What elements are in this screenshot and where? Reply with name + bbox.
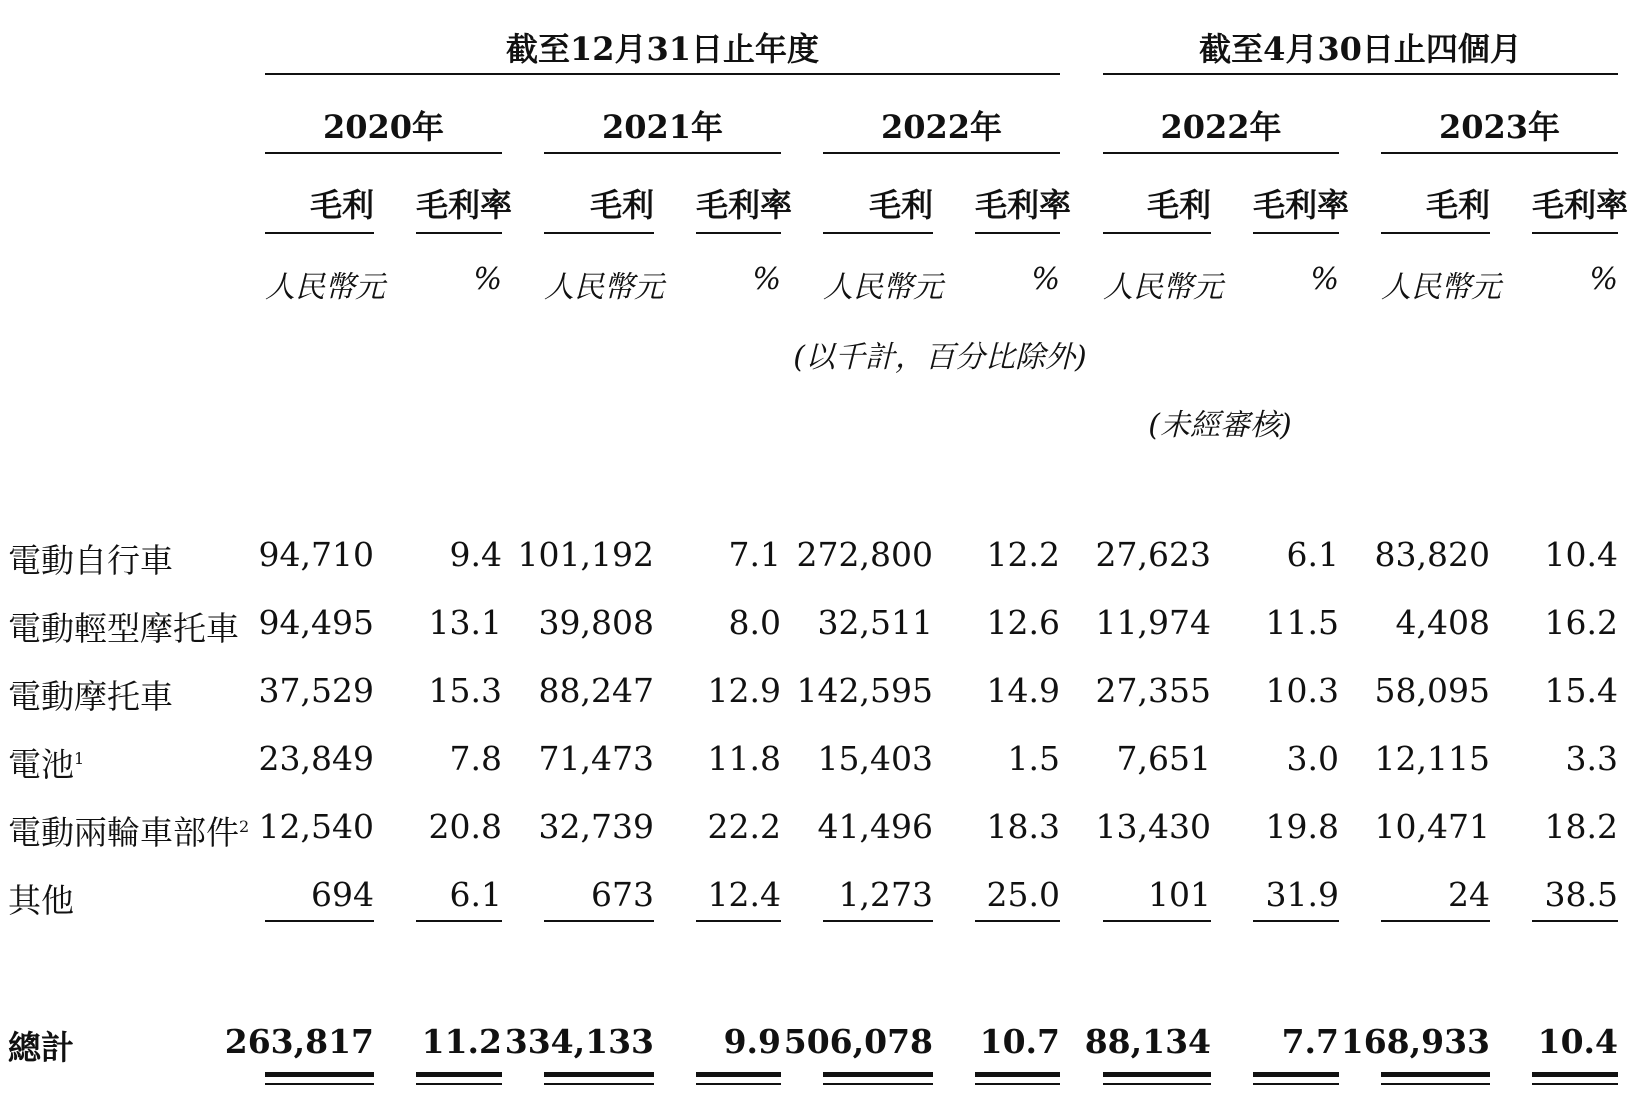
cell-gross-profit: 58,095 (1374, 671, 1490, 710)
cell-gross-margin: 14.9 (986, 671, 1060, 710)
cell-gross-margin: 11.5 (1265, 603, 1339, 642)
total-double-rule (696, 1083, 781, 1085)
subtotal-rule (975, 920, 1060, 922)
year-header-2022: 2022年 (880, 108, 1003, 146)
cell-gross-profit: 101 (1148, 875, 1211, 914)
cell-gross-profit: 142,595 (796, 671, 933, 710)
total-double-rule (1381, 1072, 1490, 1077)
cell-gross-margin: 3.0 (1286, 739, 1339, 778)
col-header-profit: 毛利 (589, 186, 654, 224)
year-header-2020: 2020年 (322, 108, 445, 146)
total-double-rule (1381, 1083, 1490, 1085)
cell-gross-margin: 12.4 (707, 875, 781, 914)
cell-gross-profit: 24 (1448, 875, 1490, 914)
cell-gross-profit: 39,808 (538, 603, 654, 642)
cell-gross-profit: 11,974 (1095, 603, 1211, 642)
col-rule-margin (1532, 232, 1618, 234)
total-gross-profit: 88,134 (1084, 1022, 1211, 1061)
footnote-marker: 2 (239, 817, 250, 836)
cell-gross-profit: 272,800 (796, 535, 933, 574)
cell-gross-profit: 41,496 (817, 807, 933, 846)
total-double-rule (265, 1072, 374, 1077)
total-double-rule (1253, 1072, 1339, 1077)
row-label: 電動兩輪車部件$^2$ (8, 813, 250, 852)
subtotal-rule (1103, 920, 1211, 922)
group-rule-annual (265, 73, 1060, 75)
total-double-rule (1253, 1083, 1339, 1085)
year-rule (1381, 152, 1618, 154)
cell-gross-margin: 6.1 (1286, 535, 1339, 574)
cell-gross-profit: 10,471 (1374, 807, 1490, 846)
col-rule-profit (823, 232, 933, 234)
cell-gross-margin: 12.6 (986, 603, 1060, 642)
unit-rmb: 人民幣元 (823, 270, 943, 305)
note-thousands: (以千計，百分比除外) (793, 340, 1087, 375)
cell-gross-profit: 673 (591, 875, 654, 914)
cell-gross-margin: 12.9 (707, 671, 781, 710)
unit-percent: % (473, 262, 502, 297)
cell-gross-margin: 20.8 (428, 807, 502, 846)
total-double-rule (823, 1083, 933, 1085)
total-double-rule (1103, 1072, 1211, 1077)
total-gross-profit: 506,078 (783, 1022, 933, 1061)
cell-gross-margin: 25.0 (986, 875, 1060, 914)
cell-gross-profit: 23,849 (258, 739, 374, 778)
cell-gross-profit: 37,529 (258, 671, 374, 710)
col-header-margin: 毛利率 (416, 186, 513, 224)
total-gross-margin: 9.9 (723, 1022, 781, 1061)
cell-gross-margin: 11.8 (707, 739, 781, 778)
cell-gross-margin: 16.2 (1544, 603, 1618, 642)
note-unaudited: (未經審核) (1148, 408, 1292, 443)
unit-percent: % (1589, 262, 1618, 297)
cell-gross-profit: 12,540 (258, 807, 374, 846)
unit-rmb: 人民幣元 (265, 270, 385, 305)
cell-gross-profit: 15,403 (817, 739, 933, 778)
row-label: 其他 (8, 881, 74, 920)
col-header-margin: 毛利率 (1253, 186, 1350, 224)
total-label: 總計 (8, 1028, 74, 1067)
cell-gross-profit: 1,273 (838, 875, 933, 914)
cell-gross-margin: 8.0 (728, 603, 781, 642)
col-header-profit: 毛利 (1425, 186, 1490, 224)
cell-gross-profit: 27,623 (1095, 535, 1211, 574)
unit-rmb: 人民幣元 (1381, 270, 1501, 305)
cell-gross-profit: 94,495 (258, 603, 374, 642)
year-header-2021: 2021年 (601, 108, 724, 146)
col-rule-profit (1103, 232, 1211, 234)
cell-gross-profit: 94,710 (258, 535, 374, 574)
col-header-profit: 毛利 (868, 186, 933, 224)
total-double-rule (1532, 1083, 1618, 1085)
cell-gross-profit: 694 (311, 875, 374, 914)
col-rule-margin (1253, 232, 1339, 234)
col-rule-margin (416, 232, 502, 234)
total-gross-margin: 10.4 (1537, 1022, 1618, 1061)
cell-gross-margin: 15.3 (428, 671, 502, 710)
unit-percent: % (752, 262, 781, 297)
row-label: 電動輕型摩托車 (8, 609, 239, 648)
col-header-margin: 毛利率 (1532, 186, 1629, 224)
col-rule-profit (1381, 232, 1490, 234)
subtotal-rule (544, 920, 654, 922)
total-gross-profit: 263,817 (224, 1022, 374, 1061)
total-double-rule (975, 1083, 1060, 1085)
row-label: 電池$^1$ (8, 745, 85, 784)
row-label: 電動摩托車 (8, 677, 173, 716)
total-gross-margin: 11.2 (421, 1022, 502, 1061)
cell-gross-margin: 9.4 (449, 535, 502, 574)
year-header-2023-4m: 2023年 (1438, 108, 1561, 146)
group-rule-four-months (1103, 73, 1618, 75)
unit-rmb: 人民幣元 (544, 270, 664, 305)
total-double-rule (544, 1083, 654, 1085)
subtotal-rule (696, 920, 781, 922)
cell-gross-margin: 15.4 (1544, 671, 1618, 710)
total-double-rule (416, 1072, 502, 1077)
cell-gross-profit: 88,247 (538, 671, 654, 710)
cell-gross-margin: 12.2 (986, 535, 1060, 574)
cell-gross-profit: 71,473 (538, 739, 654, 778)
cell-gross-profit: 4,408 (1395, 603, 1490, 642)
cell-gross-profit: 12,115 (1374, 739, 1490, 778)
subtotal-rule (1532, 920, 1618, 922)
total-gross-profit: 168,933 (1340, 1022, 1490, 1061)
subtotal-rule (1381, 920, 1490, 922)
subtotal-rule (265, 920, 374, 922)
subtotal-rule (416, 920, 502, 922)
group-header-four-months: 截至4月30日止四個月 (1199, 30, 1522, 68)
total-double-rule (1532, 1072, 1618, 1077)
total-double-rule (416, 1083, 502, 1085)
cell-gross-margin: 10.3 (1265, 671, 1339, 710)
cell-gross-margin: 7.1 (728, 535, 781, 574)
cell-gross-margin: 13.1 (428, 603, 502, 642)
col-header-margin: 毛利率 (696, 186, 793, 224)
col-rule-margin (975, 232, 1060, 234)
cell-gross-margin: 10.4 (1544, 535, 1618, 574)
cell-gross-profit: 83,820 (1374, 535, 1490, 574)
year-rule (544, 152, 781, 154)
col-rule-profit (544, 232, 654, 234)
cell-gross-margin: 19.8 (1265, 807, 1339, 846)
year-header-2022-4m: 2022年 (1160, 108, 1282, 146)
cell-gross-margin: 7.8 (449, 739, 502, 778)
total-double-rule (975, 1072, 1060, 1077)
col-rule-profit (265, 232, 374, 234)
year-rule (265, 152, 502, 154)
total-double-rule (544, 1072, 654, 1077)
cell-gross-margin: 3.3 (1565, 739, 1618, 778)
col-header-profit: 毛利 (1146, 186, 1211, 224)
year-rule (823, 152, 1060, 154)
subtotal-rule (1253, 920, 1339, 922)
col-header-margin: 毛利率 (975, 186, 1072, 224)
unit-percent: % (1310, 262, 1339, 297)
year-rule (1103, 152, 1339, 154)
cell-gross-margin: 38.5 (1544, 875, 1618, 914)
cell-gross-margin: 18.3 (986, 807, 1060, 846)
footnote-marker: 1 (74, 749, 85, 768)
col-rule-margin (696, 232, 781, 234)
total-double-rule (823, 1072, 933, 1077)
cell-gross-profit: 101,192 (517, 535, 654, 574)
cell-gross-margin: 6.1 (449, 875, 502, 914)
group-header-annual: 截至12月31日止年度 (505, 30, 820, 68)
cell-gross-margin: 18.2 (1544, 807, 1618, 846)
total-double-rule (265, 1083, 374, 1085)
cell-gross-profit: 7,651 (1116, 739, 1211, 778)
cell-gross-profit: 32,511 (817, 603, 933, 642)
unit-rmb: 人民幣元 (1103, 270, 1223, 305)
subtotal-rule (823, 920, 933, 922)
row-label: 電動自行車 (8, 541, 173, 580)
cell-gross-margin: 22.2 (707, 807, 781, 846)
cell-gross-profit: 32,739 (538, 807, 654, 846)
cell-gross-margin: 31.9 (1265, 875, 1339, 914)
total-double-rule (1103, 1083, 1211, 1085)
col-header-profit: 毛利 (309, 186, 374, 224)
total-gross-margin: 7.7 (1281, 1022, 1339, 1061)
unit-percent: % (1031, 262, 1060, 297)
total-gross-profit: 334,133 (504, 1022, 654, 1061)
cell-gross-profit: 27,355 (1095, 671, 1211, 710)
total-gross-margin: 10.7 (979, 1022, 1060, 1061)
cell-gross-margin: 1.5 (1007, 739, 1060, 778)
total-double-rule (696, 1072, 781, 1077)
cell-gross-profit: 13,430 (1095, 807, 1211, 846)
